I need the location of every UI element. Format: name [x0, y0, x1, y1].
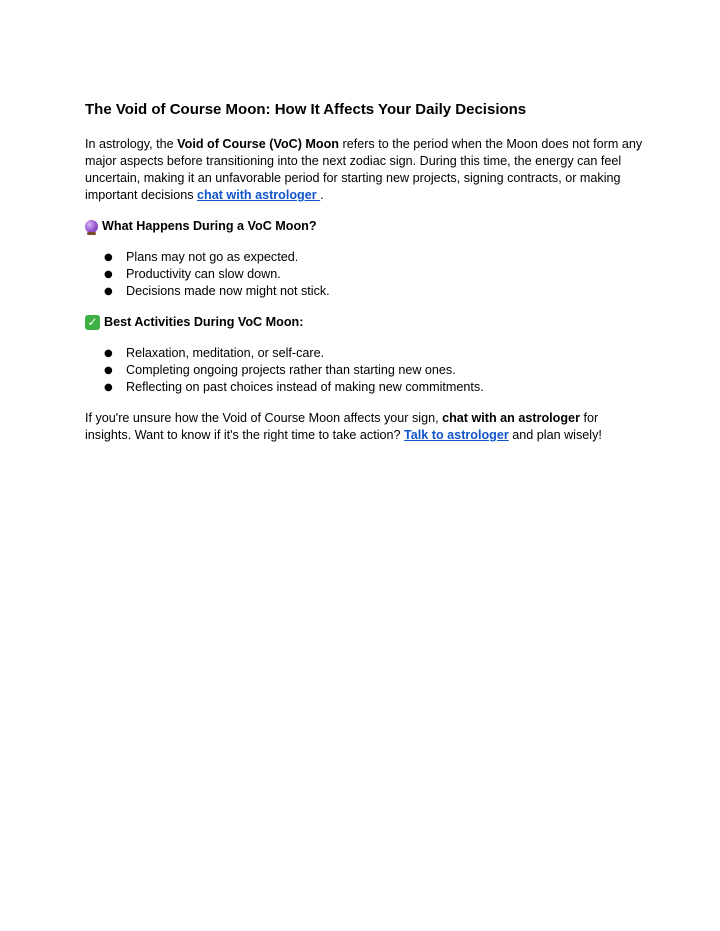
list-item — [85, 249, 645, 266]
chat-with-astrologer-link[interactable]: chat with astrologer — [197, 188, 321, 202]
list-item-text: Decisions made now might not stick. — [126, 284, 330, 298]
closing-text-middle: for insights. Want to know if it's the right time to take action? — [85, 411, 599, 442]
intro-text-end: . — [320, 188, 324, 202]
page-title: The Void of Course Moon: How It Affects Your Daily Decisions — [85, 101, 527, 118]
bullet-icon: ● — [104, 286, 113, 297]
best-activities-list — [85, 345, 645, 396]
list-item — [85, 379, 645, 396]
list-item-text: Reflecting on past choices instead of making new commitments. — [126, 380, 484, 394]
what-happens-list — [85, 249, 645, 300]
section-heading-text: What Happens During a VoC Moon? — [102, 219, 317, 233]
bullet-icon: ● — [104, 365, 113, 376]
list-item-text: Relaxation, meditation, or self-care. — [126, 346, 325, 360]
intro-text-middle: refers to the period when the Moon does not form any major aspects before transitioning into the next zodiac sign. During this time, the energy can feel uncertain, making it an unfavorable period for starting new projects, signing contracts, or making important decisions — [85, 137, 643, 202]
list-item — [85, 362, 645, 379]
talk-to-astrologer-link[interactable]: Talk to astrologer — [404, 428, 509, 442]
section-heading-text: Best Activities During VoC Moon: — [104, 315, 304, 329]
closing-paragraph — [85, 410, 645, 444]
bullet-icon: ● — [104, 269, 113, 280]
intro-text-start: In astrology, the — [85, 137, 178, 151]
list-item — [85, 345, 645, 362]
list-item-text: Productivity can slow down. — [126, 267, 281, 281]
closing-text-start: If you're unsure how the Void of Course Moon affects your sign, — [85, 411, 443, 425]
bullet-icon: ● — [104, 382, 113, 393]
intro-paragraph — [85, 136, 645, 204]
intro-bold-term: Void of Course (VoC) Moon — [177, 137, 340, 151]
crystal-ball-icon — [85, 220, 98, 233]
list-item-text: Completing ongoing projects rather than starting new ones. — [126, 363, 456, 377]
list-item — [85, 283, 645, 300]
section-heading-what-happens — [85, 218, 645, 235]
list-item — [85, 266, 645, 283]
bullet-icon: ● — [104, 348, 113, 359]
list-item-text: Plans may not go as expected. — [126, 250, 299, 264]
bullet-icon: ● — [104, 252, 113, 263]
section-heading-best-activities — [85, 314, 645, 331]
document-page — [85, 100, 645, 444]
check-mark-icon: ✓ — [85, 315, 100, 330]
closing-bold-term: chat with an astrologer — [442, 411, 580, 425]
closing-text-end: and plan wisely! — [508, 428, 602, 442]
